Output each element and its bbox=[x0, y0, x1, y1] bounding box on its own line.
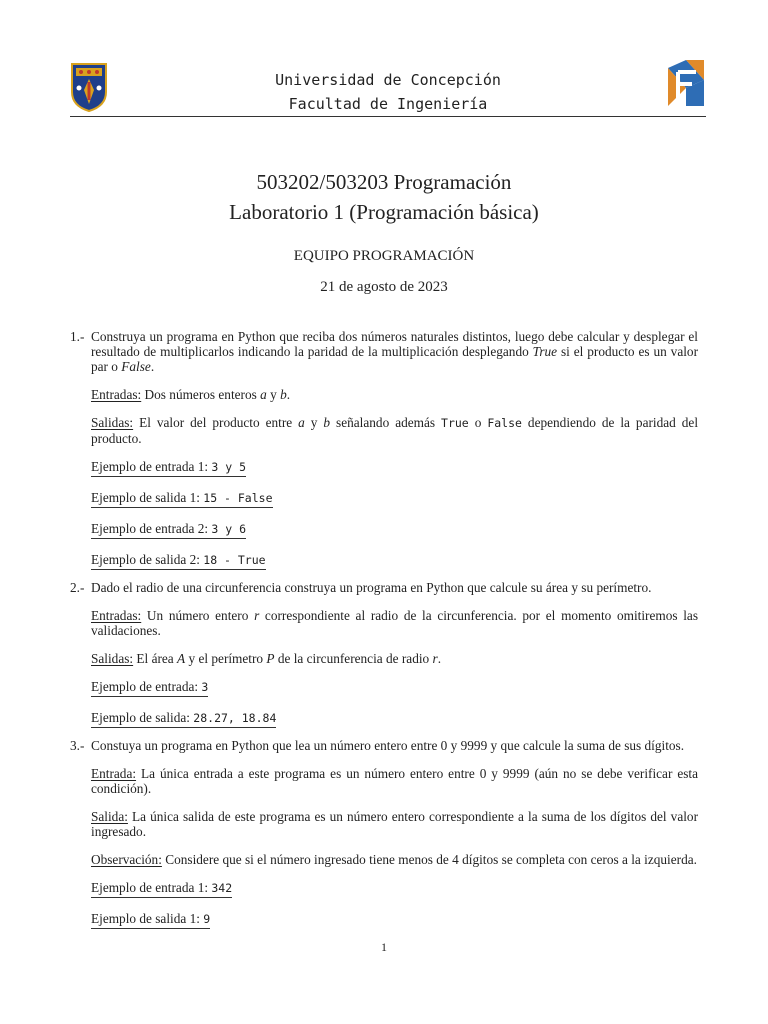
example-value: 3 bbox=[201, 680, 209, 694]
team-name: EQUIPO PROGRAMACIÓN bbox=[293, 248, 475, 264]
example-value: 3 y 5 bbox=[211, 460, 246, 474]
example-box bbox=[91, 710, 276, 728]
example-box bbox=[91, 459, 246, 477]
outputs-text: y el perímetro bbox=[185, 651, 267, 666]
example-label: Ejemplo de salida 1: bbox=[91, 490, 200, 505]
example-value: 28.27, 18.84 bbox=[193, 711, 277, 725]
example-value: 9 bbox=[203, 912, 211, 926]
example-value: 18 - True bbox=[203, 553, 266, 567]
example-label: Ejemplo de entrada 1: bbox=[91, 880, 209, 895]
header-institution bbox=[70, 68, 706, 116]
statement-text: . bbox=[150, 359, 155, 374]
example-box bbox=[91, 552, 266, 570]
var-r: r bbox=[254, 608, 260, 623]
example-box bbox=[91, 911, 210, 929]
outputs-text: señalando además bbox=[330, 415, 442, 430]
inputs-text: y bbox=[266, 387, 281, 402]
exercise-number: 1.- bbox=[70, 329, 85, 344]
observation bbox=[91, 852, 698, 867]
example-value: 342 bbox=[211, 881, 233, 895]
example-box bbox=[91, 880, 232, 898]
outputs-text: El valor del producto entre bbox=[133, 415, 299, 430]
inputs-description bbox=[91, 608, 698, 638]
faculty-name: Facultad de Ingeniería bbox=[288, 95, 488, 113]
example-line bbox=[91, 880, 698, 898]
code-false: False bbox=[487, 416, 522, 430]
outputs-text: . bbox=[437, 651, 442, 666]
output-description bbox=[91, 809, 698, 839]
example-box bbox=[91, 521, 246, 539]
outputs-text: o bbox=[468, 415, 488, 430]
code-true: True bbox=[441, 416, 469, 430]
course-title: 503202/503203 Programación bbox=[256, 170, 512, 194]
outputs-description bbox=[91, 651, 698, 666]
example-value: 15 - False bbox=[203, 491, 273, 505]
inputs-text: . bbox=[286, 387, 291, 402]
outputs-label: Salidas: bbox=[91, 651, 134, 666]
page-number: 1 bbox=[381, 940, 387, 954]
var-r: r bbox=[432, 651, 438, 666]
inputs-label: Entradas: bbox=[91, 608, 142, 623]
outputs-label: Salidas: bbox=[91, 415, 134, 430]
exercise-number: 3.- bbox=[70, 738, 85, 753]
example-label: Ejemplo de entrada: bbox=[91, 679, 199, 694]
outputs-text: de la circunferencia de radio bbox=[274, 651, 433, 666]
inputs-description bbox=[91, 387, 698, 402]
example-line bbox=[91, 679, 698, 697]
example-line bbox=[91, 521, 698, 539]
inputs-text: Dos números enteros bbox=[141, 387, 261, 402]
example-line bbox=[91, 552, 698, 570]
page-header bbox=[70, 58, 706, 117]
outputs-text: y bbox=[304, 415, 324, 430]
output-label: Salida: bbox=[91, 809, 128, 824]
university-name: Universidad de Concepción bbox=[275, 71, 501, 89]
observation-text: Considere que si el número ingresado tiene menos de 4 dígitos se completa con ceros a la izquierda. bbox=[161, 852, 697, 867]
exercise-statement bbox=[91, 329, 698, 374]
input-label: Entrada: bbox=[91, 766, 137, 781]
exercise-1 bbox=[70, 329, 698, 570]
outputs-text: El área bbox=[133, 651, 178, 666]
exercise-3 bbox=[70, 738, 698, 929]
statement-text: si el producto es un valor par o bbox=[91, 344, 699, 374]
exercise-2 bbox=[70, 580, 698, 728]
example-line bbox=[91, 710, 698, 728]
inputs-label: Entradas: bbox=[91, 387, 142, 402]
outputs-text: dependiendo de la paridad del producto. bbox=[91, 415, 699, 446]
var-A: A bbox=[177, 651, 186, 666]
example-line bbox=[91, 911, 698, 929]
exercise-list bbox=[70, 329, 698, 929]
inputs-text: Un número entero bbox=[141, 608, 255, 623]
example-box bbox=[91, 490, 273, 508]
faculty-logo-icon bbox=[666, 58, 706, 108]
example-label: Ejemplo de entrada 2: bbox=[91, 521, 209, 536]
var-a: a bbox=[298, 415, 305, 430]
statement-text: Construya un programa en Python que reciba dos números naturales distintos, luego debe calcular y desplegar el resultado de multiplicarlos indicando la paridad de la multiplicación desplegando bbox=[91, 329, 698, 359]
example-label: Ejemplo de salida: bbox=[91, 710, 190, 725]
example-label: Ejemplo de entrada 1: bbox=[91, 459, 209, 474]
outputs-description bbox=[91, 415, 698, 446]
example-box bbox=[91, 679, 208, 697]
var-a: a bbox=[260, 387, 267, 402]
statement-false: False bbox=[121, 359, 151, 374]
lab-title: Laboratorio 1 (Programación básica) bbox=[229, 200, 539, 224]
example-line bbox=[91, 459, 698, 477]
example-value: 3 y 6 bbox=[211, 522, 246, 536]
observation-label: Observación: bbox=[91, 852, 162, 867]
var-b: b bbox=[280, 387, 287, 402]
example-line bbox=[91, 490, 698, 508]
example-label: Ejemplo de salida 2: bbox=[91, 552, 200, 567]
output-text: La única salida de este programa es un número entero correspondiente a la suma de los dígitos del valor ingresado. bbox=[91, 809, 698, 839]
input-text: La única entrada a este programa es un número entero entre 0 y 9999 (aún no se debe verificar esta condición). bbox=[91, 766, 698, 796]
statement-true: True bbox=[532, 344, 558, 359]
exercise-statement: Dado el radio de una circunferencia construya un programa en Python que calcule su área y su perímetro. bbox=[91, 580, 652, 595]
inputs-text: correspondiente al radio de la circunferencia. por el momento omitiremos las validaciones. bbox=[91, 608, 699, 638]
exercise-statement: Constuya un programa en Python que lea un número entero entre 0 y 9999 y que calcule la suma de sus dígitos. bbox=[91, 738, 685, 753]
var-P: P bbox=[266, 651, 275, 666]
document-date: 21 de agosto de 2023 bbox=[320, 279, 448, 295]
input-description bbox=[91, 766, 698, 796]
example-label: Ejemplo de salida 1: bbox=[91, 911, 200, 926]
exercise-number: 2.- bbox=[70, 580, 85, 595]
var-b: b bbox=[323, 415, 331, 430]
